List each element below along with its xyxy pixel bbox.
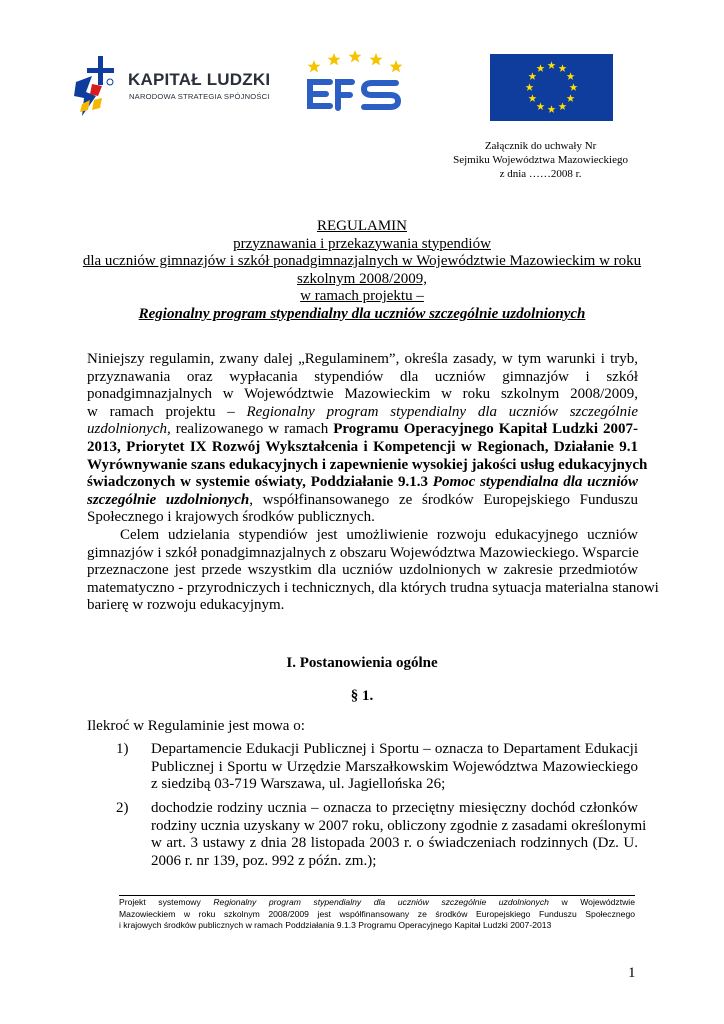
title-line: szkolnym 2008/2009, <box>297 270 427 287</box>
text-line: gimnazjów i szkół ponadgimnazjalnych z obszaru Województwa Mazowieckiego. Wsparcie <box>87 544 639 561</box>
kapital-ludzki-logo <box>72 52 272 122</box>
eu-flag <box>490 54 613 121</box>
text-line <box>87 404 638 422</box>
eu-star-icon <box>567 94 575 102</box>
text-line <box>87 474 638 492</box>
text-line <box>87 421 638 439</box>
text-line: Niniejszy regulamin, zwany dalej „Regulaminem”, określa zasady, w tym warunki i tryb, <box>87 351 638 367</box>
definitions-lead: Ilekroć w Regulaminie jest mowa o: <box>87 718 305 734</box>
page-number: 1 <box>628 965 636 981</box>
text-run: , realizowanego w ramach <box>167 421 329 438</box>
title-line: REGULAMIN <box>317 218 407 234</box>
text-line: dochodzie rodziny ucznia – oznacza to przeciętny miesięczny dochód członków <box>151 800 638 816</box>
text-run: w ramach projektu – <box>87 403 235 420</box>
annex-line: Załącznik do uchwały Nr <box>484 140 597 152</box>
list-item-number: 1) <box>116 741 129 757</box>
kapital-ludzki-title: KAPITAŁ LUDZKI <box>128 70 271 89</box>
text-line: przyznawania oraz wypłacania stypendiów dla uczniów gimnazjów i szkół <box>87 368 638 385</box>
list-item <box>151 800 647 870</box>
text-line: 2006 r. nr 139, poz. 992 z późn. zm.); <box>151 852 377 869</box>
annex-line: z dnia ……2008 r. <box>499 168 582 180</box>
eu-star-icon <box>567 72 575 80</box>
annex-line: Sejmiku Województwa Mazowieckiego <box>453 154 628 166</box>
text-run: , współfinansowanego ze środków Europejskiego Funduszu <box>249 491 638 508</box>
text-line: Mazowieckiem w roku szkolnym 2008/2009 jest współfinansowany ze środków Europejskiego Funduszu Społecznego <box>119 908 635 919</box>
text-run: Regionalny program stypendialny dla uczniów szczególnie <box>246 403 639 420</box>
text-line: barierę w rozwoju edukacyjnym. <box>87 597 285 614</box>
text-line <box>87 492 638 510</box>
eu-star-icon <box>526 83 534 91</box>
title-line: dla uczniów gimnazjów i szkół ponadgimnazjalnych w Województwie Mazowieckim w roku <box>82 253 642 270</box>
eu-flag-icon <box>490 54 613 121</box>
title-line: przyznawania i przekazywania stypendiów <box>233 235 491 252</box>
text-run: Projekt systemowy <box>119 897 201 907</box>
text-run: w Województwie <box>561 897 635 907</box>
footer-note <box>119 897 635 932</box>
kapital-ludzki-subtitle: NARODOWA STRATEGIA SPÓJNOŚCI <box>129 92 270 101</box>
annex-note <box>453 139 628 181</box>
eu-star-icon <box>537 102 545 110</box>
text-run: uzdolnionych <box>87 421 167 438</box>
text-line: przeznaczone jest przede wszystkim dla uczniów uzdolnionych w zakresie przedmiotów <box>87 562 638 579</box>
kapital-ludzki-emblem-icon <box>72 52 128 122</box>
eu-star-icon <box>559 64 567 72</box>
eu-star-icon <box>528 72 536 80</box>
text-line: i krajowych środków publicznych w ramach Poddziałania 9.1.3 Programu Operacyjnego Kapitał Ludzki 2007-2013 <box>119 920 552 930</box>
eu-star-icon <box>537 64 545 72</box>
text-line: Departamencie Edukacji Publicznej i Sportu – oznacza to Departament Edukacji <box>151 741 638 757</box>
text-line: rodziny ucznia uzyskany w 2007 roku, obliczony zgodnie z zasadami określonymi <box>151 817 647 834</box>
list-item <box>151 741 638 794</box>
intro-paragraph <box>87 351 648 527</box>
text-run: Programu Operacyjnego Kapitał Ludzki 2007- <box>333 421 639 438</box>
eu-star-icon <box>559 102 567 110</box>
text-run: Regionalny program stypendialny dla uczniów szczególnie uzdolnionych <box>213 897 549 907</box>
efs-letters-icon <box>300 50 410 114</box>
text-line: w art. 3 ustawy z dnia 28 listopada 2003 r. o świadczeniach rodzinnych (Dz. U. <box>151 835 638 852</box>
text-line: matematyczno - przyrodniczych i technicznych, dla których trudna sytuacja materialna stanowi <box>87 579 659 596</box>
text-line: 2013, Priorytet IX Rozwój Wykształcenia i Kompetencji w Regionach, Działanie 9.1 <box>87 438 638 455</box>
footer-divider <box>119 895 635 896</box>
text-line: Celem udzielania stypendiów jest umożliwienie rozwoju edukacyjnego uczniów <box>120 527 638 543</box>
eu-star-icon <box>570 83 578 91</box>
text-line: z siedzibą 03-719 Warszawa, ul. Jagiellońska 26; <box>151 776 446 793</box>
title-line: w ramach projektu – <box>300 288 424 305</box>
purpose-paragraph <box>87 527 659 615</box>
document-title <box>70 218 654 324</box>
text-line: ponadgimnazjalnych w Województwie Mazowieckim w roku szkolnym 2008/2009, <box>87 386 638 403</box>
eu-star-icon <box>548 61 556 69</box>
paragraph-number: § 1. <box>350 688 374 704</box>
eu-star-icon <box>528 94 536 102</box>
text-line: Społecznego i krajowych środków publicznych. <box>87 509 375 526</box>
efs-logo <box>300 50 410 114</box>
text-line: Publicznej i Sportu w Urzędzie Marszałkowskim Województwa Mazowieckiego <box>151 758 638 775</box>
text-run: Pomoc stypendialna dla uczniów <box>432 474 638 491</box>
text-run: szczególnie uzdolnionych <box>87 491 250 508</box>
list-item-number: 2) <box>116 800 129 816</box>
text-line <box>119 897 635 909</box>
section-heading: I. Postanowienia ogólne <box>286 655 438 671</box>
project-name: Regionalny program stypendialny dla uczniów szczególnie uzdolnionych <box>138 305 586 322</box>
text-run: świadczonych w systemie oświaty, Poddziałanie 9.1.3 <box>87 474 428 491</box>
text-line: Wyrównywanie szans edukacyjnych i zapewnienie wysokiej jakości usług edukacyjnych <box>87 456 648 473</box>
eu-star-icon <box>548 105 556 113</box>
